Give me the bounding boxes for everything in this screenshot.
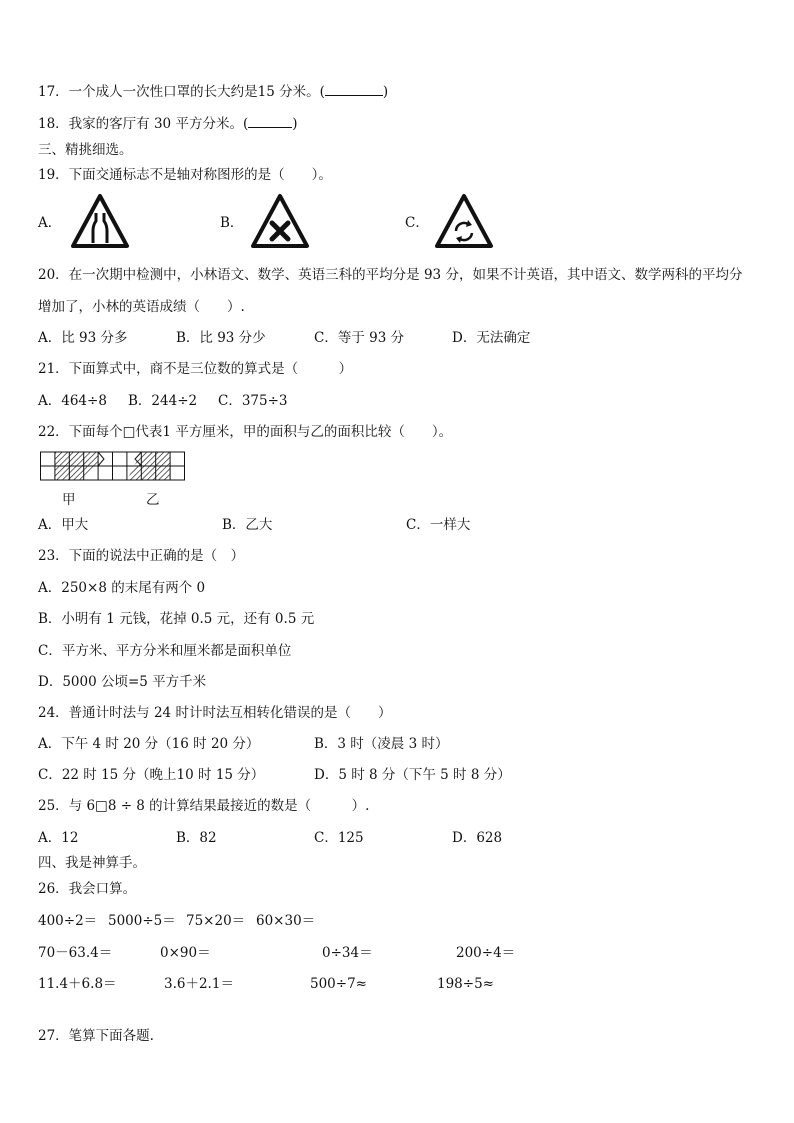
q20-option-c[interactable]: C．等于 93 分 <box>314 330 405 346</box>
area-grid-figure <box>40 451 186 481</box>
label-jia: 甲 <box>62 492 76 508</box>
question-18-text: 18．我家的客厅有 30 平方分米。( <box>38 116 249 132</box>
question-26-text: 26．我会口算。 <box>38 881 137 897</box>
roundabout-sign-icon <box>434 193 494 249</box>
q20-option-b[interactable]: B．比 93 分少 <box>176 330 266 346</box>
question-25-text: 25．与 6□8 ÷ 8 的计算结果最接近的数是（ ）. <box>38 798 370 814</box>
answer-blank-18[interactable] <box>248 114 292 128</box>
section-3-heading: 三、精挑细选。 <box>38 142 133 158</box>
q24-option-b[interactable]: B．3 时（凌晨 3 时） <box>314 736 449 752</box>
q23-option-c[interactable]: C．平方米、平方分米和厘米都是面积单位 <box>38 643 292 659</box>
question-22-text: 22．下面每个□代表1 平方厘米，甲的面积与乙的面积比较（ ）。 <box>38 424 453 440</box>
answer-blank-17[interactable] <box>325 82 383 96</box>
mental-calc-3-1: 11.4＋6.8＝ <box>38 976 117 992</box>
q23-option-b[interactable]: B．小明有 1 元钱，花掉 0.5 元，还有 0.5 元 <box>38 611 315 627</box>
question-18 <box>38 114 298 133</box>
mental-calc-1-1: 400÷2＝ <box>38 913 98 929</box>
question-27-text: 27．笔算下面各题. <box>38 1028 154 1044</box>
q24-option-d[interactable]: D．5 时 8 分（下午 5 时 8 分） <box>314 767 511 783</box>
mental-calc-1-2: 5000÷5＝ <box>108 913 176 929</box>
q24-option-a[interactable]: A．下午 4 时 20 分（16 时 20 分） <box>38 736 260 752</box>
question-23-text: 23．下面的说法中正确的是（ ） <box>38 548 245 564</box>
q21-option-c[interactable]: C．375÷3 <box>218 393 288 409</box>
mental-calc-3-4: 198÷5≈ <box>437 976 494 992</box>
q20-option-d[interactable]: D．无法确定 <box>452 330 531 346</box>
question-19-text: 19．下面交通标志不是轴对称图形的是（ ）。 <box>38 167 332 183</box>
question-18-close: ) <box>292 116 298 132</box>
q22-option-b[interactable]: B．乙大 <box>222 517 273 533</box>
q19-option-c[interactable]: C． <box>405 215 429 231</box>
q23-option-a[interactable]: A．250×8 的末尾有两个 0 <box>38 580 206 596</box>
question-17-close: ) <box>382 84 389 100</box>
question-21-text: 21．下面算式中，商不是三位数的算式是（ ） <box>38 361 353 377</box>
mental-calc-2-2: 0×90＝ <box>160 945 211 961</box>
mental-calc-3-2: 3.6＋2.1＝ <box>164 976 234 992</box>
mental-calc-2-3: 0÷34＝ <box>322 945 373 961</box>
q19-option-b[interactable]: B． <box>220 215 244 231</box>
q24-option-c[interactable]: C．22 时 15 分（晚上10 时 15 分） <box>38 767 265 783</box>
q25-option-b[interactable]: B．82 <box>176 830 217 846</box>
mental-calc-3-3: 500÷7≈ <box>310 976 367 992</box>
q20-option-a[interactable]: A．比 93 分多 <box>38 330 128 346</box>
q25-option-d[interactable]: D．628 <box>452 830 503 846</box>
q21-option-a[interactable]: A．464÷8 <box>38 393 107 409</box>
question-20-line1: 20．在一次期中检测中，小林语文、数学、英语三科的平均分是 93 分，如果不计英语，其中语文、数学两科的平均分 <box>38 267 743 283</box>
question-20-line2: 增加了，小林的英语成绩（ ）. <box>38 299 245 315</box>
q25-option-c[interactable]: C．125 <box>314 830 364 846</box>
q22-option-c[interactable]: C．一样大 <box>406 517 471 533</box>
q25-option-a[interactable]: A．12 <box>38 830 79 846</box>
q21-option-b[interactable]: B．244÷2 <box>128 393 198 409</box>
q19-option-a[interactable]: A． <box>38 215 62 231</box>
label-yi: 乙 <box>146 492 160 508</box>
mental-calc-1-4: 60×30＝ <box>256 913 316 929</box>
q23-option-d[interactable]: D．5000 公顷=5 平方千米 <box>38 674 207 690</box>
section-4-heading: 四、我是神算手。 <box>38 855 146 871</box>
question-17 <box>38 82 388 101</box>
question-24-text: 24．普通计时法与 24 时计时法互相转化错误的是（ ） <box>38 705 392 721</box>
question-17-text: 17．一个成人一次性口罩的长大约是15 分米。( <box>38 84 325 100</box>
mental-calc-1-3: 75×20＝ <box>186 913 246 929</box>
road-narrows-sign-icon <box>70 193 130 249</box>
mental-calc-2-4: 200÷4＝ <box>456 945 516 961</box>
no-stopping-cross-sign-icon <box>250 193 310 249</box>
mental-calc-2-1: 70－63.4＝ <box>38 945 113 961</box>
q22-option-a[interactable]: A．甲大 <box>38 517 89 533</box>
